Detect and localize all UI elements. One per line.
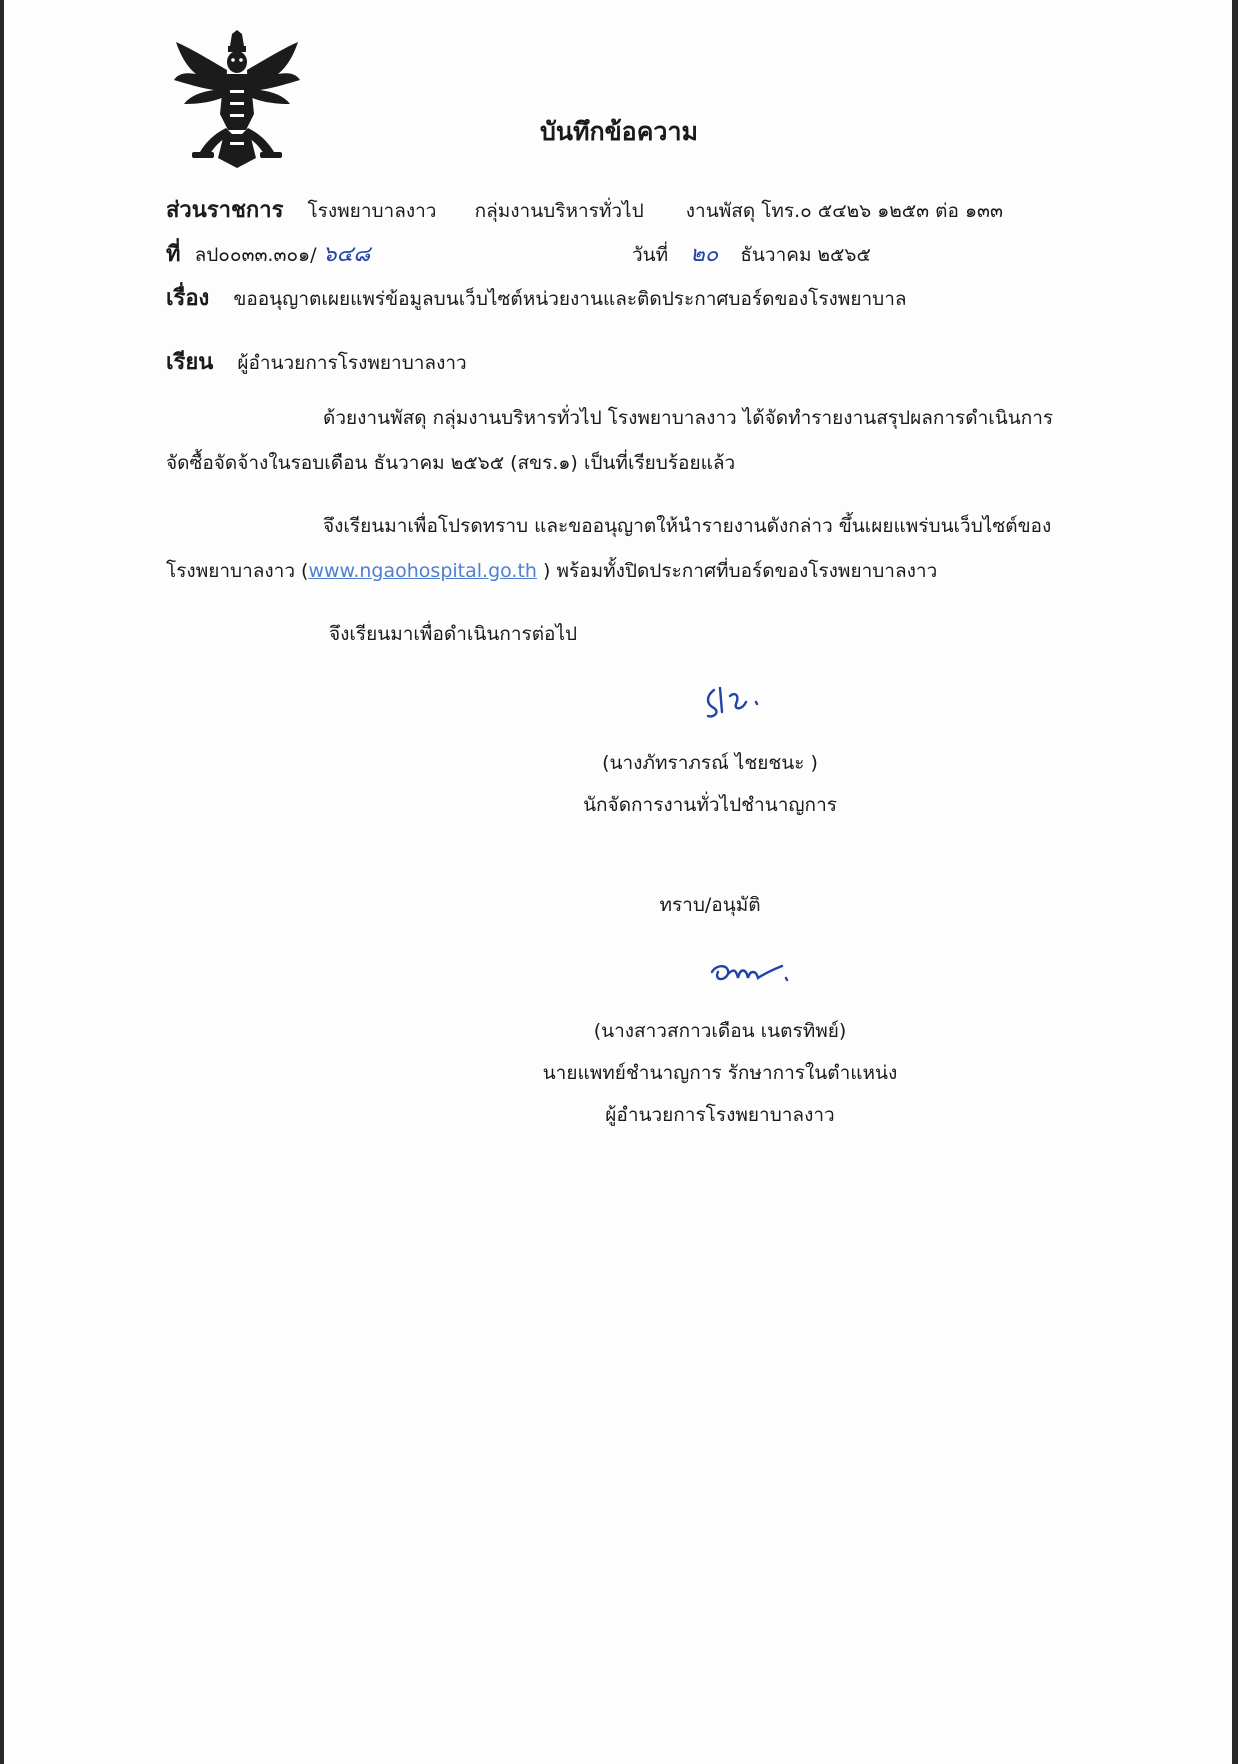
agency-unit-phone: งานพัสดุ โทร.๐ ๕๔๒๖ ๑๒๕๓ ต่อ ๑๓๓ [685,200,1004,222]
signer-1-name: (นางภัทราภรณ์ ไชยชนะ ) [602,752,818,774]
signer-2-position-1: นายแพทย์ชำนาญการ รักษาการในตำแหน่ง [542,1062,898,1084]
signature-1-icon [700,682,764,722]
scan-edge-left [0,0,4,1764]
subject-line [166,280,907,315]
agency-org: โรงพยาบาลงาว [307,200,437,222]
paragraph-3-line: จึงเรียนมาเพื่อดำเนินการต่อไป [329,623,578,645]
date-label: วันที่ [632,244,669,266]
signer-2-name: (นางสาวสกาวเดือน เนตรทิพย์) [593,1020,847,1042]
date-month-year: ธันวาคม ๒๕๖๕ [740,244,871,266]
paragraph-1-line-1: ด้วยงานพัสดุ กลุ่มงานบริหารทั่วไป โรงพยาบาลงาว ได้จัดทำรายงานสรุปผลการดำเนินการ [323,407,1054,429]
subject-value: ขออนุญาตเผยแพร่ข้อมูลบนเว็บไซต์หน่วยงานและติดประกาศบอร์ดของโรงพยาบาล [233,288,907,310]
website-link[interactable]: www.ngaohospital.go.th [308,560,537,582]
number-label: ที่ [166,242,181,267]
date-line [632,236,871,271]
signer-1-position: นักจัดการงานทั่วไปชำนาญการ [583,794,837,816]
agency-group: กลุ่มงานบริหารทั่วไป [474,200,644,222]
approval-text: ทราบ/อนุมัติ [659,894,761,916]
number-value: ลป๐๐๓๓.๓๐๑/ [194,244,317,266]
signer-2-position-2: ผู้อำนวยการโรงพยาบาลงาว [605,1104,835,1126]
to-value: ผู้อำนวยการโรงพยาบาลงาว [237,352,467,374]
agency-line [166,192,1003,227]
subject-label: เรื่อง [166,286,210,311]
body-paragraph-1 [166,396,1122,486]
to-label: เรียน [166,350,214,375]
agency-label: ส่วนราชการ [166,198,284,223]
body-paragraph-3 [166,612,1122,657]
paragraph-2-line-2 [166,549,1122,594]
to-line [166,344,467,379]
number-line [166,236,370,271]
memo-title: บันทึกข้อความ [540,117,698,146]
paragraph-1-line-2: จัดซื้อจัดจ้างในรอบเดือน ธันวาคม ๒๕๖๕ (สขร.๑) เป็นที่เรียบร้อยแล้ว [166,452,736,474]
signature-2-icon [706,956,792,990]
signer-1-block [560,748,860,820]
scan-edge-right [1232,0,1238,1764]
paragraph-2-line-2-post: ) พร้อมทั้งปิดประกาศที่บอร์ดของโรงพยาบาลงาว [536,560,938,582]
date-day-handwritten: ๒๐ [690,242,719,267]
signer-2-block [520,1016,920,1130]
body-paragraph-2 [166,504,1122,594]
paragraph-2-line-1: จึงเรียนมาเพื่อโปรดทราบ และขออนุญาตให้นำรายงานดังกล่าว ขึ้นเผยแพร่บนเว็บไซต์ของ [323,515,1052,537]
paragraph-2-line-2-pre: โรงพยาบาลงาว ( [166,560,309,582]
number-handwritten: ๖๔๘ [322,242,371,267]
